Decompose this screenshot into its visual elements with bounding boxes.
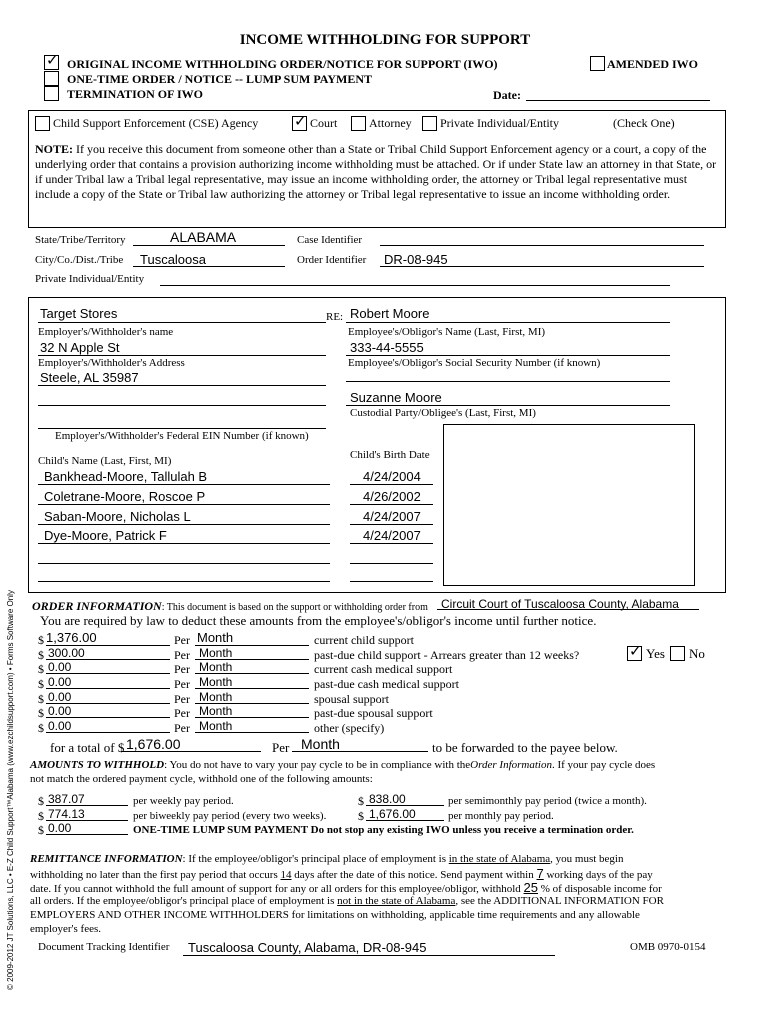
child-dob-field[interactable] <box>350 543 433 544</box>
label-court: Court <box>310 116 338 130</box>
child-birth-label: Child's Birth Date <box>350 449 430 461</box>
per-label: Per <box>174 706 190 720</box>
order-info-heading: ORDER INFORMATION <box>32 599 162 613</box>
note-heading: NOTE: <box>35 142 74 156</box>
period-field[interactable] <box>195 688 309 689</box>
employer-address1-field[interactable] <box>38 355 326 356</box>
total-suffix: to be forwarded to the payee below. <box>432 740 618 755</box>
amounts-text2: not match the ordered payment cycle, withhold one of the following amounts: <box>30 773 373 785</box>
state-value: ALABAMA <box>170 229 237 245</box>
remittance-line-5: EMPLOYERS AND OTHER INCOME WITHHOLDERS for limitations on withholding, applicable time requirements and any allowable <box>30 909 640 921</box>
dollar-sign: $ <box>38 677 44 691</box>
employer-ein-label: Employer's/Withholder's Federal EIN Number (if known) <box>55 430 309 442</box>
remittance-text: date. If you cannot withhold the full amount of support for any or all orders for this employee/obligor, withhold <box>30 883 524 895</box>
amount-description: past-due child support - Arrears greater than 12 weeks? <box>314 648 580 662</box>
tracking-field[interactable] <box>183 955 555 956</box>
checkbox-court[interactable] <box>292 112 307 131</box>
dollar-sign: $ <box>38 692 44 706</box>
total-amount-field[interactable] <box>121 751 261 752</box>
child-dob: 4/24/2007 <box>363 509 421 524</box>
child-dob-field[interactable] <box>350 581 433 582</box>
state-field[interactable] <box>133 245 285 246</box>
employee-name-field[interactable] <box>346 322 670 323</box>
semimonthly-label: per semimonthly pay period (twice a month). <box>448 795 647 807</box>
private-individual-field[interactable] <box>160 285 670 286</box>
lump-amount-value: 0.00 <box>48 821 72 835</box>
per-label: Per <box>174 677 190 691</box>
tracking-value: Tuscaloosa County, Alabama, DR-08-945 <box>188 940 427 955</box>
child-name-field[interactable] <box>38 563 330 564</box>
employee-ssn-value: 333-44-5555 <box>350 340 424 355</box>
arrears-yes-label: Yes <box>646 646 665 661</box>
checkbox-original-iwo[interactable] <box>44 51 59 70</box>
per-label: Per <box>272 740 290 755</box>
check-one-hint: (Check One) <box>613 116 675 130</box>
period-value: Month <box>199 646 233 660</box>
note-paragraph <box>35 142 719 202</box>
period-value: Month <box>199 690 233 704</box>
semimonthly-amount-value: 838.00 <box>369 792 406 806</box>
remittance-line-1 <box>30 853 624 866</box>
label-termination: TERMINATION OF IWO <box>67 87 204 101</box>
per-label: Per <box>174 692 190 706</box>
note-text: If you receive this document from someone other than a State or Tribal Child Support Enforcement agency or a court, a copy of the underlying order that contains a provision authorizing income withholding must be attached. Or if under State law an attorney in that State, or if under Tribal law a Tribal legal representative, may issue an income withholding order, the attorney or Tribal legal representative must include a copy of the State or Tribal law authorizing the attorney or Tribal legal representative to issue an income withholding order. <box>35 142 717 201</box>
remittance-text: all orders. If the employee/obligor's principal place of employment is <box>30 895 338 907</box>
remittance-text: withholding no later than the first pay period that occurs <box>30 869 281 881</box>
re-label: RE: <box>326 311 344 323</box>
child-dob-field[interactable] <box>350 524 433 525</box>
amount-field[interactable] <box>46 673 170 674</box>
remittance-state-underlined: in the state of Alabama <box>448 853 551 865</box>
check-icon: ✓ <box>294 112 307 130</box>
custodial-party-label: Custodial Party/Obligee's (Last, First, MI) <box>350 407 536 419</box>
required-statement: You are required by law to deduct these amounts from the employee's/obligor's income until further notice. <box>40 613 597 628</box>
child-name-field[interactable] <box>38 581 330 582</box>
remittance-text: days after the date of this notice. Send payment within <box>291 869 537 881</box>
city-label: City/Co./Dist./Tribe <box>35 254 124 266</box>
employer-name-label: Employer's/Withholder's name <box>38 326 174 338</box>
employer-address1-value: 32 N Apple St <box>40 340 120 355</box>
remittance-text: % of disposable income for <box>538 883 662 895</box>
custodial-party-field[interactable] <box>346 405 670 406</box>
label-private-entity: Private Individual/Entity <box>440 116 559 130</box>
employer-ein-field[interactable] <box>38 428 326 429</box>
per-label: Per <box>174 721 190 735</box>
dollar-sign: $ <box>38 809 44 823</box>
child-dob-field[interactable] <box>350 504 433 505</box>
amount-description: spousal support <box>314 692 389 706</box>
child-name-field[interactable] <box>38 504 330 505</box>
employer-address2-field[interactable] <box>38 385 326 386</box>
child-dob: 4/26/2002 <box>363 489 421 504</box>
state-label: State/Tribe/Territory <box>35 234 126 246</box>
amount-value: 0.00 <box>48 690 72 704</box>
dollar-sign: $ <box>358 809 364 823</box>
employee-ssn-field[interactable] <box>346 355 670 356</box>
child-name: Bankhead-Moore, Tallulah B <box>44 469 208 484</box>
per-label: Per <box>174 633 190 647</box>
child-name-field[interactable] <box>38 524 330 525</box>
dollar-sign: $ <box>38 633 44 647</box>
remittance-text: : If the employee/obligor's principal place of employment is <box>182 853 449 865</box>
checkbox-attorney[interactable] <box>351 116 366 131</box>
dollar-sign: $ <box>38 823 44 837</box>
amount-description: past-due cash medical support <box>314 677 459 691</box>
lump-label: ONE-TIME LUMP SUM PAYMENT Do not stop any existing IWO unless you receive a termination order. <box>133 824 634 836</box>
monthly-amount-field[interactable] <box>366 820 444 821</box>
period-value: Month <box>197 630 234 645</box>
arrears-no-label: No <box>689 646 705 661</box>
order-info-intro-text: : This document is based on the support or withholding order from <box>161 602 428 613</box>
check-icon: ✓ <box>46 51 59 69</box>
period-field[interactable] <box>195 673 309 674</box>
child-dob: 4/24/2004 <box>363 469 421 484</box>
amount-value: 1,376.00 <box>46 630 97 645</box>
checkbox-arrears-no[interactable] <box>670 646 685 661</box>
checkbox-private-entity[interactable] <box>422 116 437 131</box>
employee-extra-field[interactable] <box>346 381 670 382</box>
amounts-text1: : You do not have to vary your pay cycle to be in compliance with the <box>164 759 471 771</box>
child-dob: 4/24/2007 <box>363 528 421 543</box>
days-working-value: 7 <box>536 866 544 881</box>
case-id-field[interactable] <box>380 245 704 246</box>
percent-value: 25 <box>523 880 539 895</box>
dollar-sign: $ <box>38 794 44 808</box>
check-icon: ✓ <box>629 642 642 660</box>
amount-field[interactable] <box>46 717 170 718</box>
biweekly-label: per biweekly pay period (every two weeks). <box>133 810 327 822</box>
amount-description: other (specify) <box>314 721 385 735</box>
remittance-text: , see the ADDITIONAL INFORMATION FOR <box>455 895 664 907</box>
remittance-address-box <box>443 424 695 586</box>
amount-field[interactable] <box>46 688 170 689</box>
child-name-field[interactable] <box>38 543 330 544</box>
period-value: Month <box>199 704 233 718</box>
total-prefix: for a total of $ <box>50 740 125 755</box>
per-label: Per <box>174 648 190 662</box>
case-id-label: Case Identifier <box>297 234 363 246</box>
employee-name-label: Employee's/Obligor's Name (Last, First, MI) <box>348 326 546 338</box>
period-field[interactable] <box>195 717 309 718</box>
dollar-sign: $ <box>358 794 364 808</box>
dollar-sign: $ <box>38 721 44 735</box>
days-first-value: 14 <box>280 869 292 881</box>
checkbox-one-time-order[interactable] <box>44 71 59 86</box>
label-one-time-order: ONE-TIME ORDER / NOTICE -- LUMP SUM PAYMENT <box>67 72 373 86</box>
checkbox-amended-iwo[interactable] <box>590 56 605 71</box>
lump-amount-field[interactable] <box>46 834 128 835</box>
checkbox-arrears-yes[interactable] <box>627 642 642 661</box>
amount-value: 0.00 <box>48 704 72 718</box>
period-value: Month <box>199 660 233 674</box>
amount-field[interactable] <box>46 732 170 733</box>
amount-description: past-due spousal support <box>314 706 433 720</box>
omb-number: OMB 0970-0154 <box>630 941 706 953</box>
amounts-text1-emphasis: Order Information <box>470 759 552 771</box>
order-source-value: Circuit Court of Tuscaloosa County, Alabama <box>441 597 679 611</box>
remittance-line-6: employer's fees. <box>30 923 102 935</box>
employer-name-field[interactable] <box>38 322 326 323</box>
child-name-field[interactable] <box>38 484 330 485</box>
child-name: Coletrane-Moore, Roscoe P <box>44 489 206 504</box>
checkbox-cse-agency[interactable] <box>35 116 50 131</box>
remittance-not-state-underlined: not in the state of Alabama <box>337 895 456 907</box>
employer-name-value: Target Stores <box>40 306 118 321</box>
weekly-amount-value: 387.07 <box>48 792 85 806</box>
label-original-iwo: ORIGINAL INCOME WITHHOLDING ORDER/NOTICE FOR SUPPORT (IWO) <box>67 57 498 71</box>
period-value: Month <box>199 719 233 733</box>
dollar-sign: $ <box>38 706 44 720</box>
label-cse-agency: Child Support Enforcement (CSE) Agency <box>53 116 259 130</box>
total-amount-value: 1,676.00 <box>126 736 181 752</box>
remittance-line-2 <box>30 867 653 882</box>
copyright-side-note: © 2009-2012 JT Solutions, LLC • E-Z Child Support™Alabama (www.ezchildsupport.com) • Forms Software Only <box>6 590 15 990</box>
order-info-intro <box>32 599 428 614</box>
per-label: Per <box>174 662 190 676</box>
remittance-text: , you must begin <box>550 853 624 865</box>
remittance-line-4 <box>30 895 664 908</box>
amount-value: 0.00 <box>48 719 72 733</box>
custodial-party-value: Suzanne Moore <box>350 390 442 405</box>
period-field[interactable] <box>195 732 309 733</box>
amounts-intro <box>30 759 655 771</box>
child-dob-field[interactable] <box>350 563 433 564</box>
dollar-sign: $ <box>38 662 44 676</box>
employee-ssn-label: Employee's/Obligor's Social Security Number (if known) <box>348 357 601 369</box>
amounts-text1-end: . If your pay cycle does <box>551 759 656 771</box>
label-attorney: Attorney <box>369 116 412 130</box>
amount-description: current cash medical support <box>314 662 453 676</box>
monthly-amount-value: 1,676.00 <box>369 807 416 821</box>
remittance-line-3 <box>30 881 662 896</box>
amount-value: 0.00 <box>48 675 72 689</box>
employee-name-value: Robert Moore <box>350 306 430 321</box>
amount-value: 300.00 <box>48 646 85 660</box>
dollar-sign: $ <box>38 648 44 662</box>
employer-address-label: Employer's/Withholder's Address <box>38 357 185 369</box>
weekly-amount-field[interactable] <box>46 805 128 806</box>
page-title: INCOME WITHHOLDING FOR SUPPORT <box>239 32 531 48</box>
order-source-field[interactable] <box>437 609 699 610</box>
remittance-heading: REMITTANCE INFORMATION <box>30 853 183 865</box>
order-id-value: DR-08-945 <box>384 252 448 267</box>
total-period-field[interactable] <box>292 751 428 752</box>
date-field[interactable] <box>526 100 710 101</box>
weekly-label: per weekly pay period. <box>133 795 234 807</box>
employer-address2-value: Steele, AL 35987 <box>40 370 139 385</box>
child-name: Saban-Moore, Nicholas L <box>44 509 191 524</box>
amount-description: current child support <box>314 633 414 647</box>
label-amended-iwo: AMENDED IWO <box>607 57 699 71</box>
employer-address3-field[interactable] <box>38 405 326 406</box>
private-individual-label: Private Individual/Entity <box>35 273 145 285</box>
amounts-heading: AMOUNTS TO WITHHOLD <box>30 759 165 771</box>
semimonthly-amount-field[interactable] <box>366 805 444 806</box>
child-name: Dye-Moore, Patrick F <box>44 528 167 543</box>
city-value: Tuscaloosa <box>140 252 206 267</box>
date-label: Date: <box>493 88 521 102</box>
child-dob-field[interactable] <box>350 484 433 485</box>
tracking-label: Document Tracking Identifier <box>38 941 170 953</box>
total-period-value: Month <box>301 736 340 752</box>
amount-value: 0.00 <box>48 660 72 674</box>
biweekly-amount-value: 774.13 <box>48 807 85 821</box>
monthly-label: per monthly pay period. <box>448 810 554 822</box>
period-value: Month <box>199 675 233 689</box>
checkbox-termination[interactable] <box>44 86 59 101</box>
child-name-label: Child's Name (Last, First, MI) <box>38 455 172 467</box>
remittance-text: working days of the pay <box>543 869 653 881</box>
order-id-label: Order Identifier <box>297 254 367 266</box>
